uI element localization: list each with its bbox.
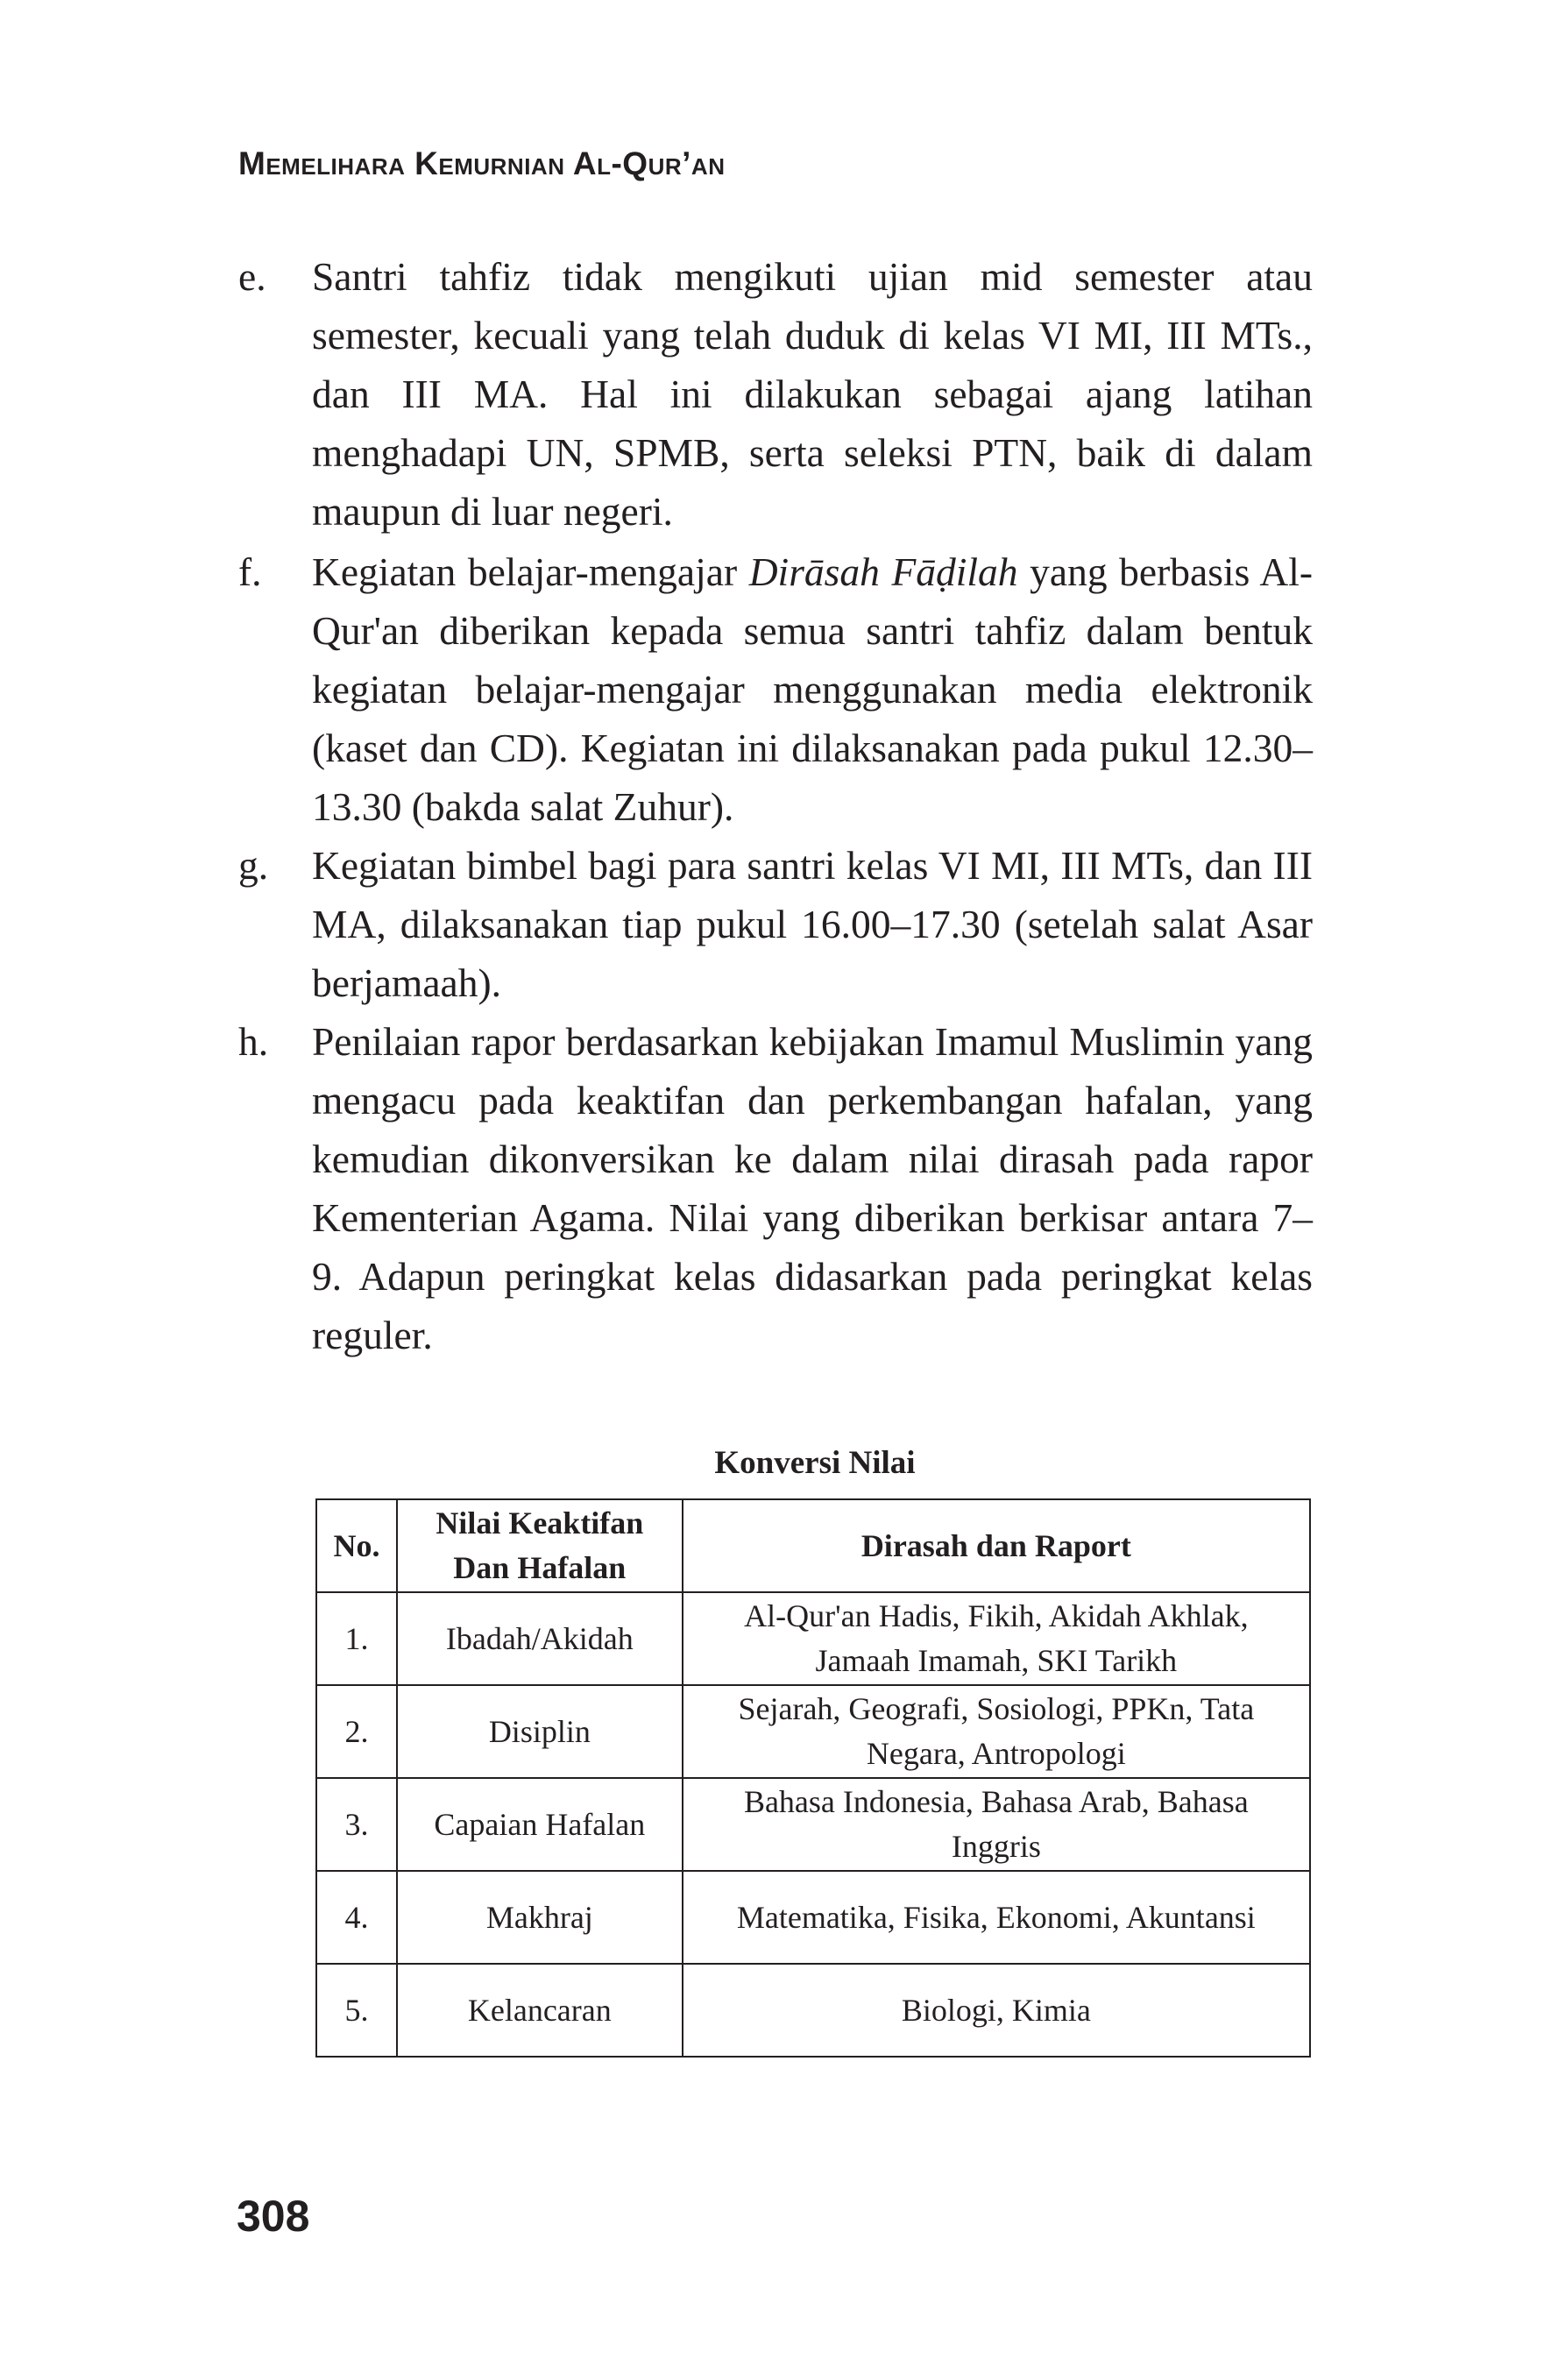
list-text: Santri tahfiz tidak mengikuti ujian mid semester atau semester, kecuali yang telah duduk di kelas VI MI, III MTs., dan III MA. Hal ini dilakukan sebagai ajang latihan menghadapi UN, SPMB, serta seleksi PTN, baik di dalam maupun di luar negeri. [312,254,1313,534]
list-marker: e. [238,254,266,299]
table-row [316,1871,1310,1964]
cell-nilai: Makhraj [397,1871,683,1964]
header-no: No. [316,1499,397,1592]
list [238,247,1313,1364]
list-marker: f. [238,549,262,594]
cell-dirasah: Sejarah, Geografi, Sosiologi, PPKn, Tata Negara, Antropologi [683,1685,1310,1778]
cell-dirasah: Matematika, Fisika, Ekonomi, Akuntansi [683,1871,1310,1964]
running-head: Memelihara Kemurnian Al-Qur’an [238,145,726,181]
text-segment: yang berbasis Al-Qur'an diberikan kepada semua santri tahfiz dalam bentuk kegiatan belajar-mengajar menggunakan media elektronik (kaset dan CD). Kegiatan ini dilaksanakan pada pukul 12.30–13.30 (bakda salat Zuhur). [312,549,1314,829]
italic-term: Dirāsah Fāḍilah [748,549,1018,594]
cell-nilai: Ibadah/Akidah [397,1592,683,1685]
list-item-h [238,1012,1313,1364]
cell-dirasah: Biologi, Kimia [683,1964,1310,2057]
cell-no: 4. [316,1871,397,1964]
conversion-table [315,1498,1311,2058]
cell-nilai: Disiplin [397,1685,683,1778]
list-marker: h. [238,1019,269,1064]
cell-nilai: Capaian Hafalan [397,1778,683,1871]
list-marker: g. [238,843,269,888]
text-segment: Kegiatan belajar-mengajar [312,549,749,594]
list-item-f [238,542,1313,836]
cell-no: 5. [316,1964,397,2057]
list-text [312,542,1313,836]
list-item-g [238,836,1313,1012]
header-dirasah: Dirasah dan Raport [683,1499,1310,1592]
table-row [316,1685,1310,1778]
page-number: 308 [237,2192,310,2241]
table-row [316,1964,1310,2057]
header-nilai: Nilai Keaktifan Dan Hafalan [397,1499,683,1592]
list-text: Kegiatan bimbel bagi para santri kelas VI MI, III MTs, dan III MA, dilaksanakan tiap pukul 16.00–17.30 (setelah salat Asar berjamaah). [312,843,1313,1005]
cell-no: 2. [316,1685,397,1778]
table-header-row [316,1499,1310,1592]
cell-dirasah: Al-Qur'an Hadis, Fikih, Akidah Akhlak, Jamaah Imamah, SKI Tarikh [683,1592,1310,1685]
cell-nilai: Kelancaran [397,1964,683,2057]
list-text: Penilaian rapor berdasarkan kebijakan Imamul Muslimin yang mengacu pada keaktifan dan perkembangan hafalan, yang kemudian dikonversikan ke dalam nilai dirasah pada rapor Kementerian Agama. Nilai yang diberikan berkisar antara 7–9. Adapun peringkat kelas didasarkan pada peringkat kelas reguler. [312,1019,1313,1357]
cell-dirasah: Bahasa Indonesia, Bahasa Arab, Bahasa Inggris [683,1778,1310,1871]
list-item-e [238,247,1313,541]
table-row [316,1778,1310,1871]
table-row [316,1592,1310,1685]
cell-no: 3. [316,1778,397,1871]
cell-no: 1. [316,1592,397,1685]
table-title: Konversi Nilai [714,1445,916,1481]
